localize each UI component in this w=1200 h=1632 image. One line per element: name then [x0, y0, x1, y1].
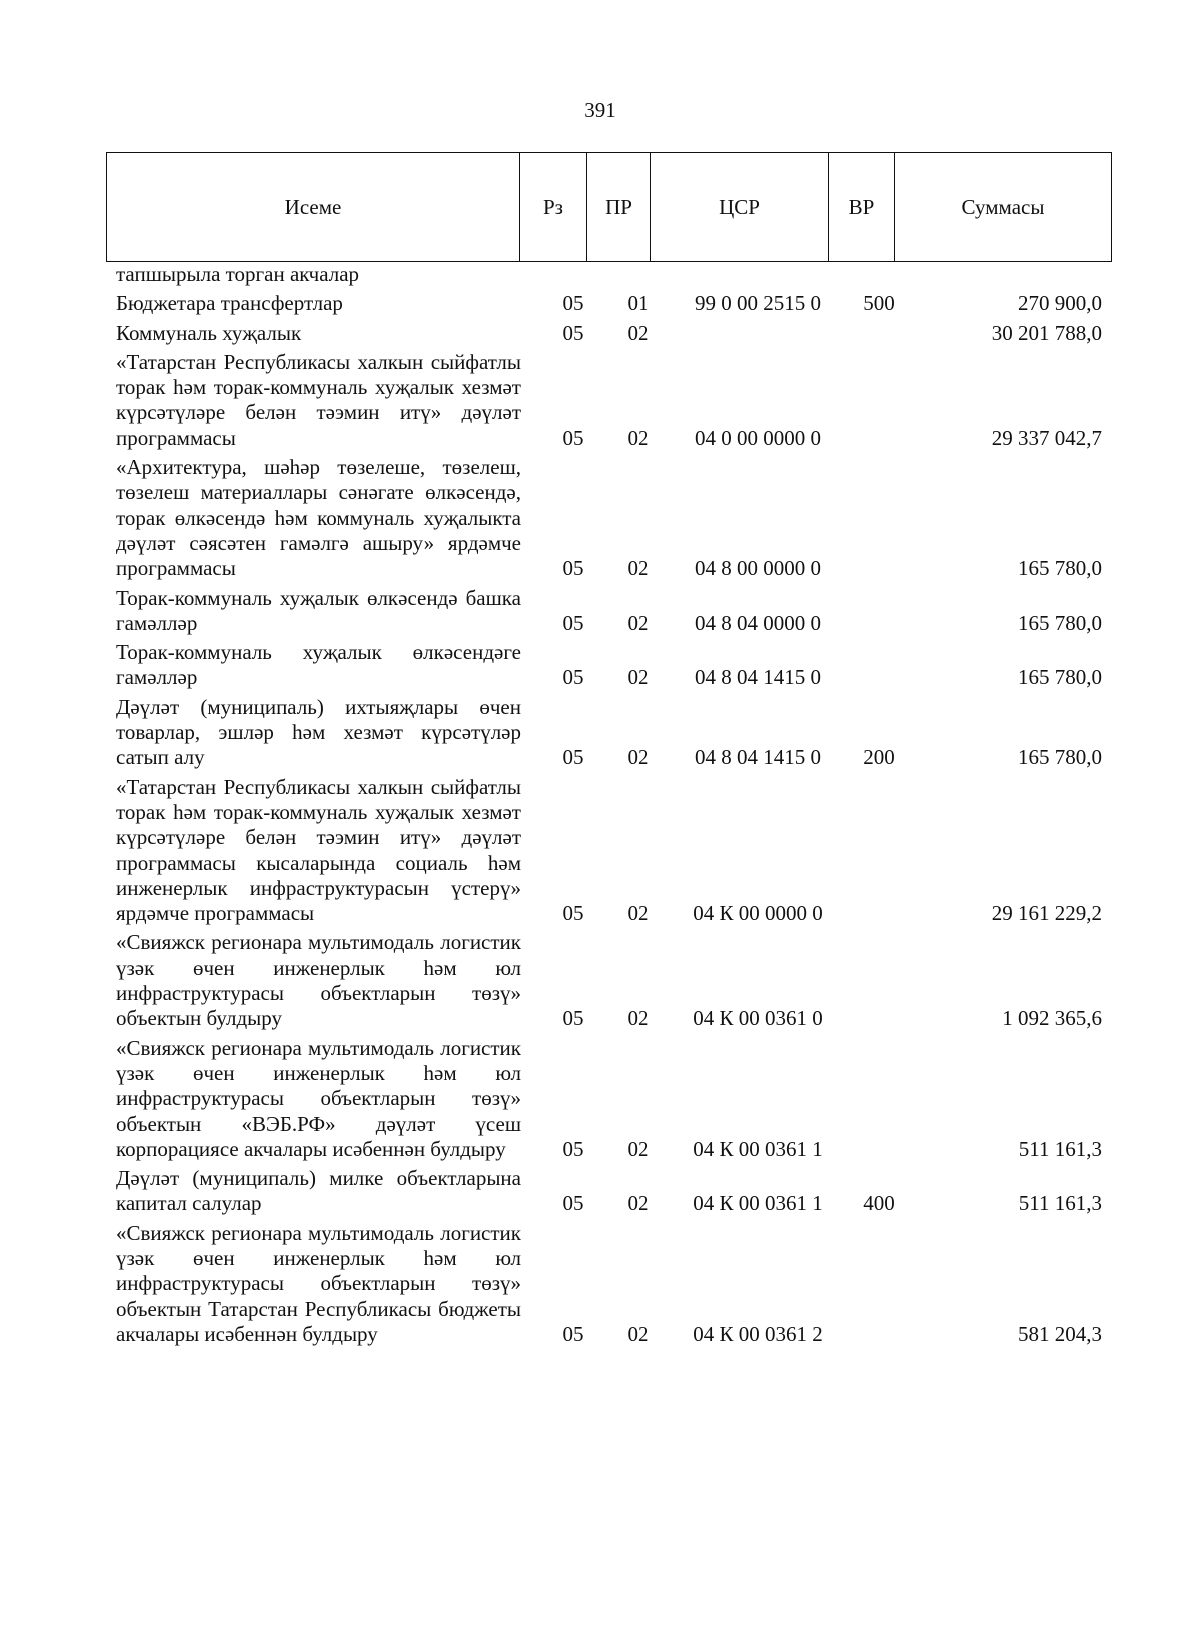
row-sum: 511 161,3	[1018, 1191, 1102, 1216]
row-rz: 05	[562, 1136, 584, 1161]
table-row	[116, 695, 1106, 771]
row-rz: 05	[562, 291, 584, 316]
row-sum: 1 092 365,6	[1002, 1006, 1102, 1031]
page-number: 391	[584, 98, 616, 122]
row-sum: 29 337 042,7	[991, 425, 1102, 450]
table-row	[116, 291, 1106, 316]
row-sum: 581 204,3	[1018, 1321, 1102, 1346]
row-pr: 02	[627, 1191, 649, 1216]
row-rz: 05	[562, 1191, 584, 1216]
header-pr: ПР	[587, 153, 651, 262]
row-pr: 02	[627, 665, 649, 690]
row-rz: 05	[562, 1321, 584, 1346]
row-name: Коммуналь хуҗалык	[116, 320, 302, 345]
row-sum: 165 780,0	[1018, 610, 1102, 635]
row-pr: 02	[627, 901, 649, 926]
row-csr: 04 8 04 1415 0	[695, 745, 821, 770]
row-rz: 05	[562, 610, 584, 635]
row-name: Дәүләт (муниципаль) ихтыяҗлары өчен товарлар, эшләр һәм хезмәт күрсәтүләр сатып алу	[116, 694, 521, 770]
row-csr: 04 К 00 0361 1	[693, 1136, 823, 1161]
row-pr: 02	[627, 425, 649, 450]
table-header	[106, 152, 1112, 262]
table-row	[116, 930, 1106, 1031]
row-csr: 04 К 00 0361 1	[693, 1191, 823, 1216]
row-name: тапшырыла торган акчалар	[116, 262, 360, 286]
row-name: Торак-коммуналь хуҗалык өлкәсендәге гамәлләр	[116, 640, 521, 690]
row-csr: 04 0 00 0000 0	[695, 425, 821, 450]
row-name: «Свияжск регионара мультимодаль логистик үзәк өчен инженерлык һәм юл инфраструктурасы объектларын төзү» объектын булдыру	[116, 930, 521, 1031]
header-csr: ЦСР	[651, 153, 829, 262]
row-rz: 05	[562, 556, 584, 581]
row-sum: 165 780,0	[1018, 556, 1102, 581]
row-pr: 02	[627, 745, 649, 770]
table-row	[116, 1166, 1106, 1217]
row-vr: 200	[863, 745, 895, 770]
row-rz: 05	[562, 320, 584, 345]
row-csr: 04 8 04 0000 0	[695, 610, 821, 635]
row-name: «Свияжск регионара мультимодаль логистик үзәк өчен инженерлык һәм юл инфраструктурасы объектларын төзү» объектын «ВЭБ.РФ» дәүләт үсеш корпорациясе акчалары исәбеннән булдыру	[116, 1035, 521, 1161]
row-csr: 04 8 00 0000 0	[695, 556, 821, 581]
table-row	[116, 640, 1106, 691]
row-name: Дәүләт (муниципаль) милке объектларына капитал салулар	[116, 1166, 521, 1216]
table-row	[116, 1036, 1106, 1162]
row-pr: 02	[627, 320, 649, 345]
row-pr: 02	[627, 1321, 649, 1346]
row-pr: 01	[627, 291, 649, 316]
row-sum: 30 201 788,0	[991, 320, 1102, 345]
row-name: «Свияжск регионара мультимодаль логистик үзәк өчен инженерлык һәм юл инфраструктурасы объектларын төзү» объектын Татарстан Республикасы бюджеты акчалары исәбеннән булдыру	[116, 1220, 521, 1346]
row-sum: 511 161,3	[1018, 1136, 1102, 1161]
row-pr: 02	[627, 1006, 649, 1031]
row-name: Торак-коммуналь хуҗалык өлкәсендә башка гамәлләр	[116, 585, 521, 635]
row-name: «Архитектура, шәһәр төзелеше, төзелеш, төзелеш материаллары сәнәгате өлкәсендә, торак өлкәсендә һәм коммуналь хуҗалыкта дәүләт сәясәтен гамәлгә ашыру» ярдәмче программасы	[116, 455, 521, 581]
row-csr: 04 8 04 1415 0	[695, 665, 821, 690]
row-sum: 165 780,0	[1018, 745, 1102, 770]
row-sum: 165 780,0	[1018, 665, 1102, 690]
header-rz: Рз	[520, 153, 587, 262]
row-csr: 04 К 00 0361 2	[693, 1321, 823, 1346]
table-row	[116, 1221, 1106, 1347]
row-csr: 04 К 00 0000 0	[693, 901, 823, 926]
table-row	[116, 775, 1106, 927]
row-csr: 04 К 00 0361 0	[693, 1006, 823, 1031]
row-name: Бюджетара трансфертлар	[116, 291, 343, 316]
header-sum: Суммасы	[895, 153, 1112, 262]
row-pr: 02	[627, 610, 649, 635]
row-sum: 29 161 229,2	[991, 901, 1102, 926]
row-sum: 270 900,0	[1018, 291, 1102, 316]
row-pr: 02	[627, 1136, 649, 1161]
table-row	[116, 262, 1106, 287]
row-csr: 99 0 00 2515 0	[695, 291, 821, 316]
row-pr: 02	[627, 556, 649, 581]
header-name: Исеме	[107, 153, 520, 262]
row-rz: 05	[562, 665, 584, 690]
row-vr: 400	[863, 1191, 895, 1216]
row-rz: 05	[562, 425, 584, 450]
table-row	[116, 455, 1106, 581]
row-rz: 05	[562, 745, 584, 770]
table-row	[116, 350, 1106, 451]
row-rz: 05	[562, 901, 584, 926]
table-body	[116, 262, 1106, 1347]
row-rz: 05	[562, 1006, 584, 1031]
table-row	[116, 321, 1106, 346]
row-vr: 500	[863, 291, 895, 316]
table-row	[116, 586, 1106, 637]
row-name: «Татарстан Республикасы халкын сыйфатлы торак һәм торак-коммуналь хуҗалык хезмәт күрсәтүләре белән тәэмин итү» дәүләт программасы	[116, 349, 521, 450]
row-name: «Татарстан Республикасы халкын сыйфатлы торак һәм торак-коммуналь хуҗалык хезмәт күрсәтүләре белән тәэмин итү» дәүләт программасы кысаларында социаль һәм инженерлык инфраструктурасын үстерү» ярдәмче программасы	[116, 774, 521, 926]
header-vr: ВР	[829, 153, 895, 262]
